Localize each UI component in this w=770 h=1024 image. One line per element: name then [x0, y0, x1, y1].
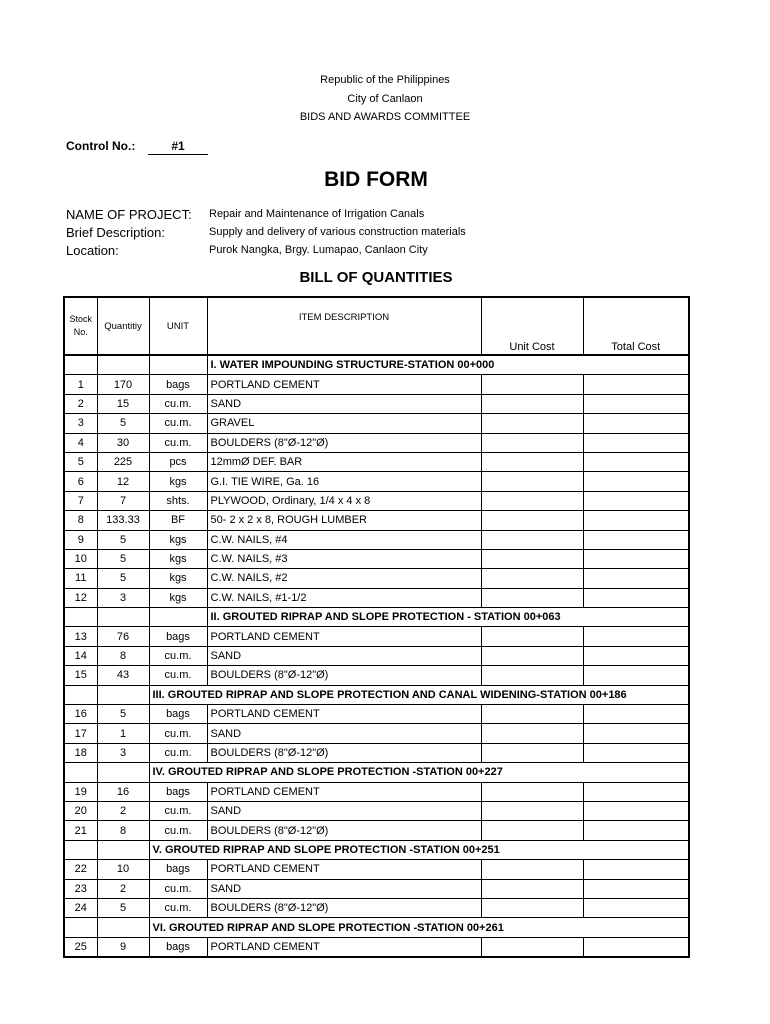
unit-cost-cell: [481, 879, 583, 898]
unit-cost-cell: [481, 491, 583, 510]
total-cost-cell: [583, 491, 689, 510]
unit-cell: kgs: [149, 530, 207, 549]
total-cost-cell: [583, 569, 689, 588]
section-row: [64, 608, 689, 627]
description-cell: PORTLAND CEMENT: [207, 937, 481, 957]
quantity-cell: 43: [97, 666, 149, 685]
header-item-description: ITEM DESCRIPTION: [207, 297, 481, 355]
unit-cell: bags: [149, 937, 207, 957]
unit-cell: cu.m.: [149, 414, 207, 433]
unit-cost-cell: [481, 414, 583, 433]
section-heading: VI. GROUTED RIPRAP AND SLOPE PROTECTION -STATION 00+261: [149, 918, 689, 937]
section-heading: IV. GROUTED RIPRAP AND SLOPE PROTECTION -STATION 00+227: [149, 763, 689, 782]
unit-cell: kgs: [149, 569, 207, 588]
table-row: [64, 860, 689, 879]
stock-no-cell: 21: [64, 821, 97, 840]
section-heading: II. GROUTED RIPRAP AND SLOPE PROTECTION - STATION 00+063: [207, 608, 689, 627]
description-cell: G.I. TIE WIRE, Ga. 16: [207, 472, 481, 491]
total-cost-cell: [583, 666, 689, 685]
description-cell: SAND: [207, 724, 481, 743]
description-cell: BOULDERS (8"Ø-12"Ø): [207, 898, 481, 917]
unit-cost-cell: [481, 666, 583, 685]
quantity-cell: 8: [97, 821, 149, 840]
header-city: City of Canlaon: [347, 93, 423, 105]
stock-no-cell: 9: [64, 530, 97, 549]
unit-cell: kgs: [149, 472, 207, 491]
unit-cost-cell: [481, 549, 583, 568]
quantity-cell: 7: [97, 491, 149, 510]
unit-cost-cell: [481, 743, 583, 762]
quantity-cell: [97, 608, 149, 627]
unit-cost-cell: [481, 937, 583, 957]
quantity-cell: 2: [97, 879, 149, 898]
table-row: [64, 433, 689, 452]
unit-cell: cu.m.: [149, 898, 207, 917]
quantity-cell: 5: [97, 705, 149, 724]
unit-cell: cu.m.: [149, 646, 207, 665]
description-cell: SAND: [207, 646, 481, 665]
total-cost-cell: [583, 801, 689, 820]
description-cell: C.W. NAILS, #2: [207, 569, 481, 588]
stock-no-cell: [64, 685, 97, 704]
description-cell: 50- 2 x 2 x 8, ROUGH LUMBER: [207, 511, 481, 530]
unit-cell: cu.m.: [149, 394, 207, 413]
unit-cell: cu.m.: [149, 724, 207, 743]
unit-cost-cell: [481, 801, 583, 820]
section-heading: V. GROUTED RIPRAP AND SLOPE PROTECTION -STATION 00+251: [149, 840, 689, 859]
unit-cell: [149, 355, 207, 375]
total-cost-cell: [583, 549, 689, 568]
table-row: [64, 705, 689, 724]
unit-cell: pcs: [149, 452, 207, 471]
quantity-cell: 5: [97, 414, 149, 433]
table-row: [64, 549, 689, 568]
description-cell: BOULDERS (8"Ø-12"Ø): [207, 743, 481, 762]
quantity-cell: 15: [97, 394, 149, 413]
section-row: [64, 355, 689, 375]
quantity-cell: [97, 840, 149, 859]
total-cost-cell: [583, 646, 689, 665]
stock-no-cell: 6: [64, 472, 97, 491]
description-cell: BOULDERS (8"Ø-12"Ø): [207, 666, 481, 685]
quantity-cell: 170: [97, 375, 149, 394]
stock-no-cell: 17: [64, 724, 97, 743]
description-cell: SAND: [207, 879, 481, 898]
total-cost-cell: [583, 452, 689, 471]
header-republic: Republic of the Philippines: [320, 74, 450, 86]
stock-no-cell: 13: [64, 627, 97, 646]
description-cell: PORTLAND CEMENT: [207, 860, 481, 879]
total-cost-cell: [583, 588, 689, 607]
unit-cost-cell: [481, 646, 583, 665]
unit-cell: shts.: [149, 491, 207, 510]
description-label: Brief Description:: [66, 225, 165, 240]
stock-no-cell: 16: [64, 705, 97, 724]
table-row: [64, 743, 689, 762]
description-cell: C.W. NAILS, #4: [207, 530, 481, 549]
quantity-cell: [97, 918, 149, 937]
total-cost-cell: [583, 821, 689, 840]
quantity-cell: 9: [97, 937, 149, 957]
description-cell: PORTLAND CEMENT: [207, 782, 481, 801]
unit-cost-cell: [481, 705, 583, 724]
quantity-cell: 76: [97, 627, 149, 646]
stock-no-cell: 3: [64, 414, 97, 433]
unit-cost-cell: [481, 860, 583, 879]
total-cost-cell: [583, 530, 689, 549]
header-unit-cost: Unit Cost: [481, 297, 583, 355]
total-cost-cell: [583, 705, 689, 724]
table-row: [64, 414, 689, 433]
total-cost-cell: [583, 414, 689, 433]
description-value: Supply and delivery of various construction materials: [209, 226, 466, 238]
total-cost-cell: [583, 724, 689, 743]
total-cost-cell: [583, 511, 689, 530]
table-header-row: [64, 297, 689, 355]
quantity-cell: 12: [97, 472, 149, 491]
description-cell: PORTLAND CEMENT: [207, 627, 481, 646]
unit-cost-cell: [481, 433, 583, 452]
unit-cost-cell: [481, 375, 583, 394]
unit-cell: [149, 608, 207, 627]
header-unit: UNIT: [149, 297, 207, 355]
table-row: [64, 375, 689, 394]
stock-no-cell: 14: [64, 646, 97, 665]
stock-no-cell: 23: [64, 879, 97, 898]
quantity-cell: 30: [97, 433, 149, 452]
unit-cell: bags: [149, 375, 207, 394]
quantity-cell: 133.33: [97, 511, 149, 530]
unit-cost-cell: [481, 569, 583, 588]
table-row: [64, 898, 689, 917]
description-cell: PORTLAND CEMENT: [207, 375, 481, 394]
unit-cost-cell: [481, 511, 583, 530]
unit-cell: bags: [149, 860, 207, 879]
quantity-cell: [97, 355, 149, 375]
total-cost-cell: [583, 937, 689, 957]
bill-of-quantities-title: BILL OF QUANTITIES: [299, 269, 453, 286]
quantity-cell: 3: [97, 588, 149, 607]
quantity-cell: 1: [97, 724, 149, 743]
total-cost-cell: [583, 898, 689, 917]
section-heading: III. GROUTED RIPRAP AND SLOPE PROTECTION AND CANAL WIDENING-STATION 00+186: [149, 685, 689, 704]
stock-no-cell: 22: [64, 860, 97, 879]
stock-no-cell: [64, 840, 97, 859]
stock-no-cell: 5: [64, 452, 97, 471]
unit-cost-cell: [481, 588, 583, 607]
table-row: [64, 627, 689, 646]
stock-no-cell: 10: [64, 549, 97, 568]
table-row: [64, 666, 689, 685]
unit-cost-cell: [481, 627, 583, 646]
header-stock-no: Stock No.: [64, 297, 97, 355]
stock-no-cell: 1: [64, 375, 97, 394]
stock-no-cell: 2: [64, 394, 97, 413]
project-name-value: Repair and Maintenance of Irrigation Canals: [209, 208, 425, 220]
total-cost-cell: [583, 879, 689, 898]
table-row: [64, 879, 689, 898]
description-cell: BOULDERS (8"Ø-12"Ø): [207, 821, 481, 840]
description-cell: C.W. NAILS, #3: [207, 549, 481, 568]
total-cost-cell: [583, 472, 689, 491]
quantity-cell: [97, 685, 149, 704]
description-cell: 12mmØ DEF. BAR: [207, 452, 481, 471]
total-cost-cell: [583, 375, 689, 394]
control-number-label: Control No.:: [66, 139, 136, 153]
description-cell: BOULDERS (8"Ø-12"Ø): [207, 433, 481, 452]
stock-no-cell: [64, 763, 97, 782]
table-row: [64, 511, 689, 530]
stock-no-cell: 15: [64, 666, 97, 685]
page-title: BID FORM: [324, 168, 428, 191]
table-row: [64, 491, 689, 510]
stock-no-cell: 19: [64, 782, 97, 801]
table-row: [64, 821, 689, 840]
unit-cost-cell: [481, 472, 583, 491]
stock-no-cell: [64, 355, 97, 375]
location-label: Location:: [66, 243, 119, 258]
unit-cost-cell: [481, 452, 583, 471]
unit-cost-cell: [481, 394, 583, 413]
table-row: [64, 724, 689, 743]
table-row: [64, 472, 689, 491]
description-cell: GRAVEL: [207, 414, 481, 433]
project-name-label: NAME OF PROJECT:: [66, 207, 192, 222]
total-cost-cell: [583, 782, 689, 801]
description-cell: PLYWOOD, Ordinary, 1/4 x 4 x 8: [207, 491, 481, 510]
table-row: [64, 646, 689, 665]
stock-no-cell: 24: [64, 898, 97, 917]
section-row: [64, 840, 689, 859]
unit-cell: cu.m.: [149, 666, 207, 685]
stock-no-cell: 12: [64, 588, 97, 607]
total-cost-cell: [583, 743, 689, 762]
stock-no-cell: 8: [64, 511, 97, 530]
quantity-cell: 5: [97, 898, 149, 917]
table-row: [64, 452, 689, 471]
stock-no-cell: 20: [64, 801, 97, 820]
total-cost-cell: [583, 394, 689, 413]
total-cost-cell: [583, 433, 689, 452]
quantity-cell: 5: [97, 549, 149, 568]
header-committee: BIDS AND AWARDS COMMITTEE: [299, 111, 471, 123]
unit-cost-cell: [481, 898, 583, 917]
description-cell: SAND: [207, 394, 481, 413]
unit-cell: BF: [149, 511, 207, 530]
quantity-cell: 10: [97, 860, 149, 879]
quantity-cell: 8: [97, 646, 149, 665]
stock-no-cell: 7: [64, 491, 97, 510]
quantity-cell: [97, 763, 149, 782]
unit-cost-cell: [481, 821, 583, 840]
unit-cell: kgs: [149, 588, 207, 607]
stock-no-cell: 11: [64, 569, 97, 588]
quantity-cell: 5: [97, 569, 149, 588]
unit-cell: cu.m.: [149, 433, 207, 452]
table-row: [64, 588, 689, 607]
quantity-cell: 2: [97, 801, 149, 820]
unit-cell: kgs: [149, 549, 207, 568]
total-cost-cell: [583, 627, 689, 646]
unit-cell: bags: [149, 627, 207, 646]
stock-no-cell: 25: [64, 937, 97, 957]
stock-no-cell: 18: [64, 743, 97, 762]
unit-cost-cell: [481, 724, 583, 743]
section-row: [64, 918, 689, 937]
section-heading: I. WATER IMPOUNDING STRUCTURE-STATION 00+000: [207, 355, 689, 375]
table-row: [64, 937, 689, 957]
header-total-cost: Total Cost: [583, 297, 689, 355]
table-row: [64, 394, 689, 413]
bill-of-quantities-table: [63, 296, 690, 958]
total-cost-cell: [583, 860, 689, 879]
stock-no-cell: [64, 918, 97, 937]
table-row: [64, 782, 689, 801]
header-quantity: Quantitiy: [97, 297, 149, 355]
section-row: [64, 685, 689, 704]
table-row: [64, 569, 689, 588]
stock-no-cell: [64, 608, 97, 627]
section-row: [64, 763, 689, 782]
description-cell: C.W. NAILS, #1-1/2: [207, 588, 481, 607]
unit-cell: bags: [149, 782, 207, 801]
unit-cost-cell: [481, 782, 583, 801]
unit-cell: cu.m.: [149, 743, 207, 762]
description-cell: PORTLAND CEMENT: [207, 705, 481, 724]
unit-cell: cu.m.: [149, 821, 207, 840]
quantity-cell: 5: [97, 530, 149, 549]
table-row: [64, 801, 689, 820]
quantity-cell: 16: [97, 782, 149, 801]
unit-cell: cu.m.: [149, 879, 207, 898]
stock-no-cell: 4: [64, 433, 97, 452]
unit-cell: bags: [149, 705, 207, 724]
quantity-cell: 225: [97, 452, 149, 471]
control-number-value: #1: [148, 139, 208, 155]
location-value: Purok Nangka, Brgy. Lumapao, Canlaon City: [209, 244, 428, 256]
quantity-cell: 3: [97, 743, 149, 762]
table-row: [64, 530, 689, 549]
description-cell: SAND: [207, 801, 481, 820]
unit-cell: cu.m.: [149, 801, 207, 820]
unit-cost-cell: [481, 530, 583, 549]
